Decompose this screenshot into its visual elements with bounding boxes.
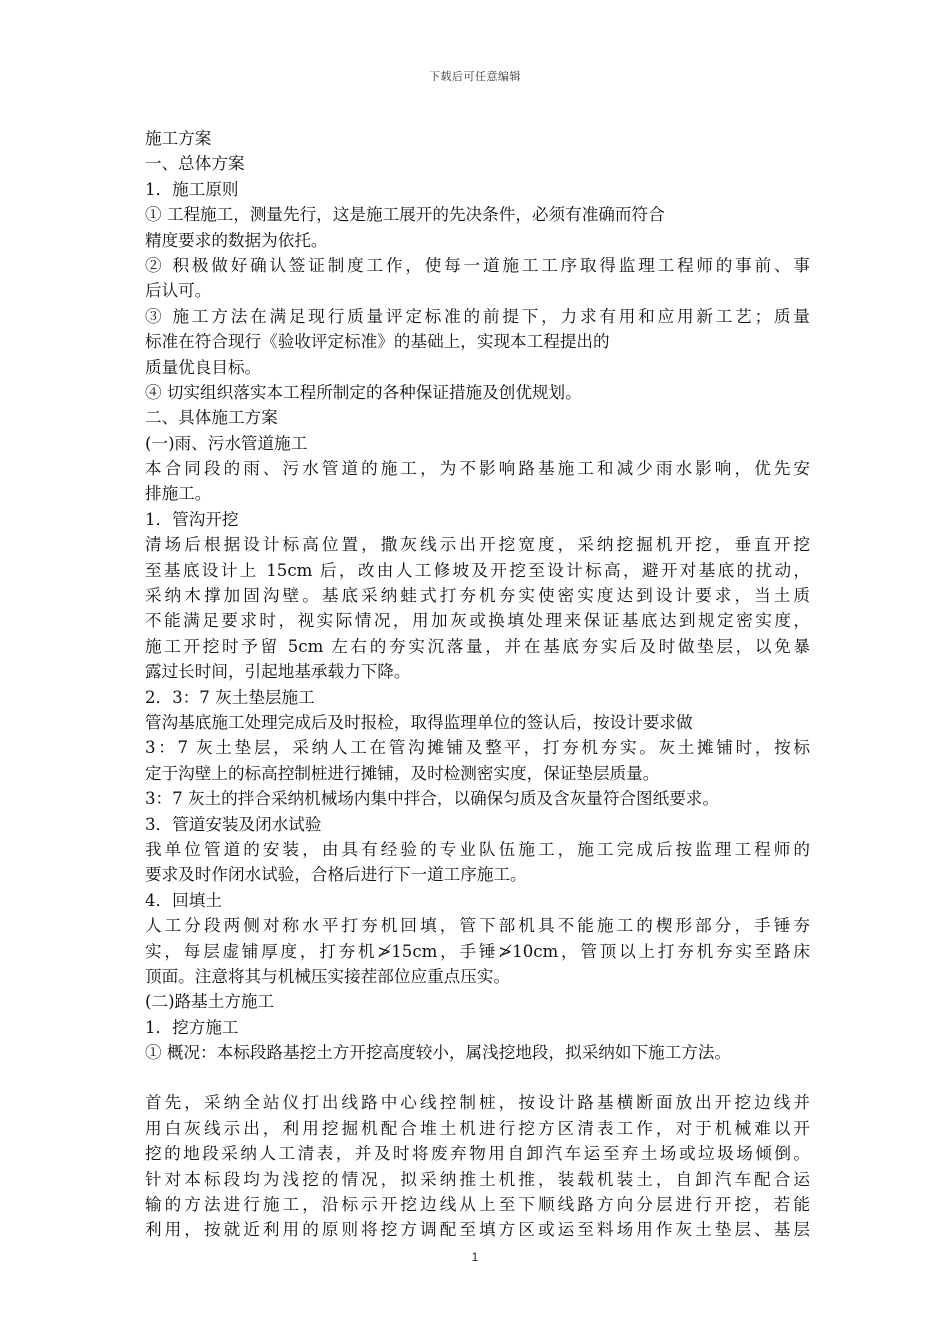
- text-line: 标准在符合现行《验收评定标准》的基础上，实现本工程提出的: [145, 332, 610, 352]
- text-line: 人工分段两侧对称水平打夯机回填，管下部机具不能施工的楔形部分，手锤夯: [145, 916, 810, 936]
- text-line: 3．管道安装及闭水试验: [145, 814, 322, 834]
- text-line: 1．管沟开挖: [145, 509, 239, 529]
- text-line: 一、总体方案: [145, 154, 245, 174]
- text-line: ① 概况：本标段路基挖土方开挖高度较小，属浅挖地段，拟采纳如下施工方法。: [145, 1043, 732, 1063]
- text-line: 顶面。注意将其与机械压实接茬部位应重点压实。: [145, 966, 511, 986]
- text-line: 用白灰线示出，利用挖掘机配合堆土机进行挖方区清表工作，对于机械难以开: [145, 1118, 810, 1138]
- text-line: 本合同段的雨、污水管道的施工，为不影响路基施工和减少雨水影响，优先安: [145, 459, 810, 479]
- text-line: 2．3：7 灰土垫层施工: [145, 687, 315, 707]
- text-line: 精度要求的数据为依托。: [145, 230, 328, 250]
- text-line: 不能满足要求时，视实际情况，用加灰或换填处理来保证基底达到规定密实度，: [145, 611, 810, 631]
- text-line: 1．挖方施工: [145, 1017, 239, 1037]
- text-line: 3：7 灰土垫层，采纳人工在管沟摊铺及整平，打夯机夯实。灰土摊铺时，按标: [145, 738, 810, 758]
- text-line: 施工方案: [145, 129, 212, 148]
- paragraph-gap: [145, 1065, 810, 1090]
- text-line: 挖的地段采纳人工清表，并及时将废弃物用自卸汽车运至弃土场或垃圾场倾倒。: [145, 1144, 810, 1164]
- text-line: 针对本标段均为浅挖的情况，拟采纳推土机推，装载机装土，自卸汽车配合运: [145, 1169, 810, 1189]
- text-line: 清场后根据设计标高位置，撒灰线示出开挖宽度，采纳挖掘机开挖，垂直开挖: [145, 535, 810, 555]
- text-line: (一)雨、污水管道施工: [145, 433, 308, 453]
- text-line: ① 工程施工，测量先行，这是施工展开的先决条件，必须有准确而符合: [145, 205, 665, 225]
- document-body: [145, 126, 810, 1243]
- page-number: 1: [471, 1250, 479, 1264]
- text-line: 首先，采纳全站仪打出线路中心线控制桩，按设计路基横断面放出开挖边线并: [145, 1093, 810, 1113]
- text-line: 定于沟壁上的标高控制桩进行摊铺，及时检测密实度，保证垫层质量。: [145, 763, 660, 783]
- text-line: 露过长时间，引起地基承载力下降。: [145, 662, 411, 682]
- text-line: ③ 施工方法在满足现行质量评定标准的前提下，力求有用和应用新工艺；质量: [145, 306, 810, 326]
- text-line: 采纳木撑加固沟壁。基底采纳蛙式打夯机夯实使密实度达到设计要求，当土质: [145, 586, 810, 606]
- text-line: 排施工。: [145, 484, 212, 504]
- text-line: 质量优良目标。: [145, 357, 262, 377]
- text-line: 至基底设计上 15cm 后，改由人工修坡及开挖至设计标高，避开对基底的扰动，: [145, 560, 810, 580]
- text-line: ④ 切实组织落实本工程所制定的各种保证措施及创优规划。: [145, 382, 582, 402]
- text-line: 二、具体施工方案: [145, 408, 278, 428]
- text-line: 管沟基底施工处理完成后及时报检，取得监理单位的签认后，按设计要求做: [145, 712, 693, 732]
- text-line: 实，每层虚铺厚度，打夯机≯15cm，手锤≯10cm，管顶以上打夯机夯实至路床: [145, 941, 810, 961]
- text-line: 3：7 灰土的拌合采纳机械场内集中拌合，以确保匀质及含灰量符合图纸要求。: [145, 789, 719, 809]
- text-line: 4．回填土: [145, 890, 222, 910]
- text-line: 1．施工原则: [145, 179, 239, 199]
- text-block-1: [145, 126, 810, 1065]
- text-line: 我单位管道的安装，由具有经验的专业队伍施工，施工完成后按监理工程师的: [145, 839, 810, 859]
- text-line: 利用，按就近利用的原则将挖方调配至填方区或运至料场用作灰土垫层、基层: [145, 1220, 810, 1240]
- text-line: 输的方法进行施工，沿标示开挖边线从上至下顺线路方向分层进行开挖，若能: [145, 1195, 810, 1215]
- text-line: (二)路基土方施工: [145, 992, 275, 1012]
- text-line: 要求及时作闭水试验，合格后进行下一道工序施工。: [145, 865, 527, 885]
- page-header: 下载后可任意编辑: [429, 70, 521, 83]
- text-line: 施工开挖时予留 5cm 左右的夯实沉落量，并在基底夯实后及时做垫层，以免暴: [145, 636, 810, 656]
- text-line: ② 积极做好确认签证制度工作，使每一道施工工序取得监理工程师的事前、事: [145, 255, 810, 275]
- text-block-2: [145, 1090, 810, 1242]
- text-line: 后认可。: [145, 281, 212, 301]
